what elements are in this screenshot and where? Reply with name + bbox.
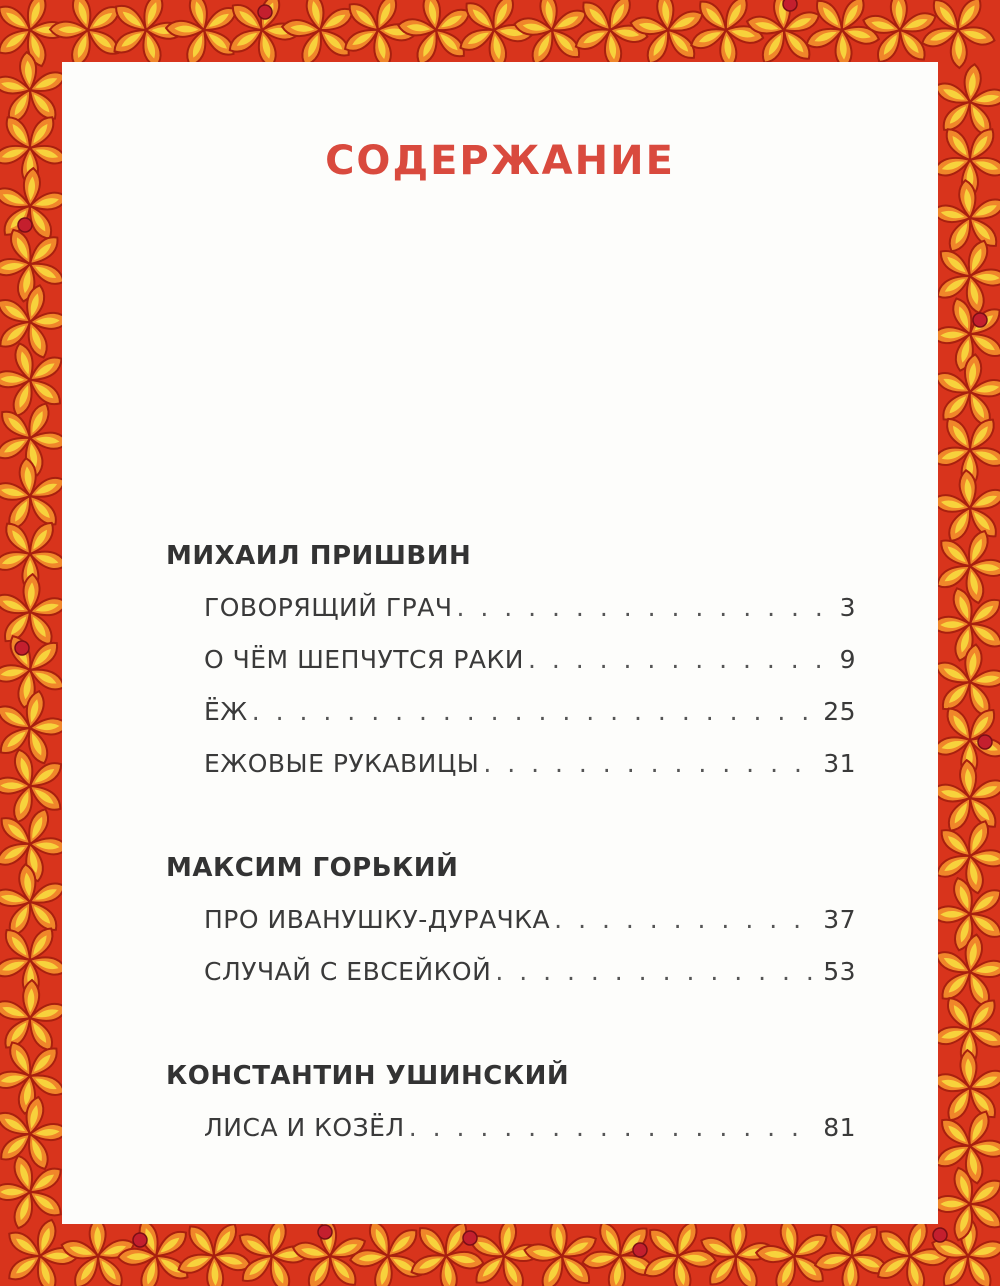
berry-ornament — [318, 1225, 332, 1239]
berry-ornament — [783, 0, 797, 11]
toc-entry[interactable] — [204, 894, 856, 946]
berry-ornament — [15, 641, 29, 655]
page-title: СОДЕРЖАНИЕ — [325, 138, 675, 184]
dot-leader — [483, 738, 817, 790]
dot-leader — [495, 946, 817, 998]
author-heading: МИХАИЛ ПРИШВИН — [166, 541, 472, 571]
entry-page: 53 — [823, 957, 856, 986]
entry-title: ГОВОРЯЩИЙ ГРАЧ — [204, 593, 453, 622]
dot-leader — [252, 686, 817, 738]
berry-ornament — [633, 1243, 647, 1257]
dot-leader — [528, 634, 834, 686]
entry-page: 81 — [823, 1113, 856, 1142]
entry-page: 3 — [839, 593, 856, 622]
entry-title: СЛУЧАЙ С ЕВСЕЙКОЙ — [204, 957, 492, 986]
table-of-contents — [166, 530, 856, 1154]
dot-leader — [409, 1102, 817, 1154]
toc-entry[interactable] — [204, 686, 856, 738]
entry-title: ЕЖОВЫЕ РУКАВИЦЫ — [204, 749, 480, 778]
entry-page: 9 — [839, 645, 856, 674]
dot-leader — [554, 894, 817, 946]
toc-entry[interactable] — [204, 946, 856, 998]
toc-entry[interactable] — [204, 1102, 856, 1154]
berry-ornament — [18, 218, 32, 232]
author-heading: КОНСТАНТИН УШИНСКИЙ — [166, 1061, 570, 1091]
entry-title: О ЧЁМ ШЕПЧУТСЯ РАКИ — [204, 645, 524, 674]
berry-ornament — [258, 5, 272, 19]
author-heading: МАКСИМ ГОРЬКИЙ — [166, 853, 459, 883]
toc-entry[interactable] — [204, 738, 856, 790]
entry-page: 25 — [823, 697, 856, 726]
berry-ornament — [978, 735, 992, 749]
berry-ornament — [133, 1233, 147, 1247]
entry-page: 37 — [823, 905, 856, 934]
entry-title: ЁЖ — [204, 697, 248, 726]
berry-ornament — [463, 1231, 477, 1245]
entry-page: 31 — [823, 749, 856, 778]
berry-ornament — [973, 313, 987, 327]
entry-title: ЛИСА И КОЗЁЛ — [204, 1113, 405, 1142]
toc-entry[interactable] — [204, 634, 856, 686]
dot-leader — [456, 582, 833, 634]
section-spacer — [166, 998, 856, 1050]
berry-ornament — [933, 1228, 947, 1242]
section-spacer — [166, 790, 856, 842]
entry-title: ПРО ИВАНУШКУ-ДУРАЧКА — [204, 905, 551, 934]
toc-entry[interactable] — [204, 582, 856, 634]
